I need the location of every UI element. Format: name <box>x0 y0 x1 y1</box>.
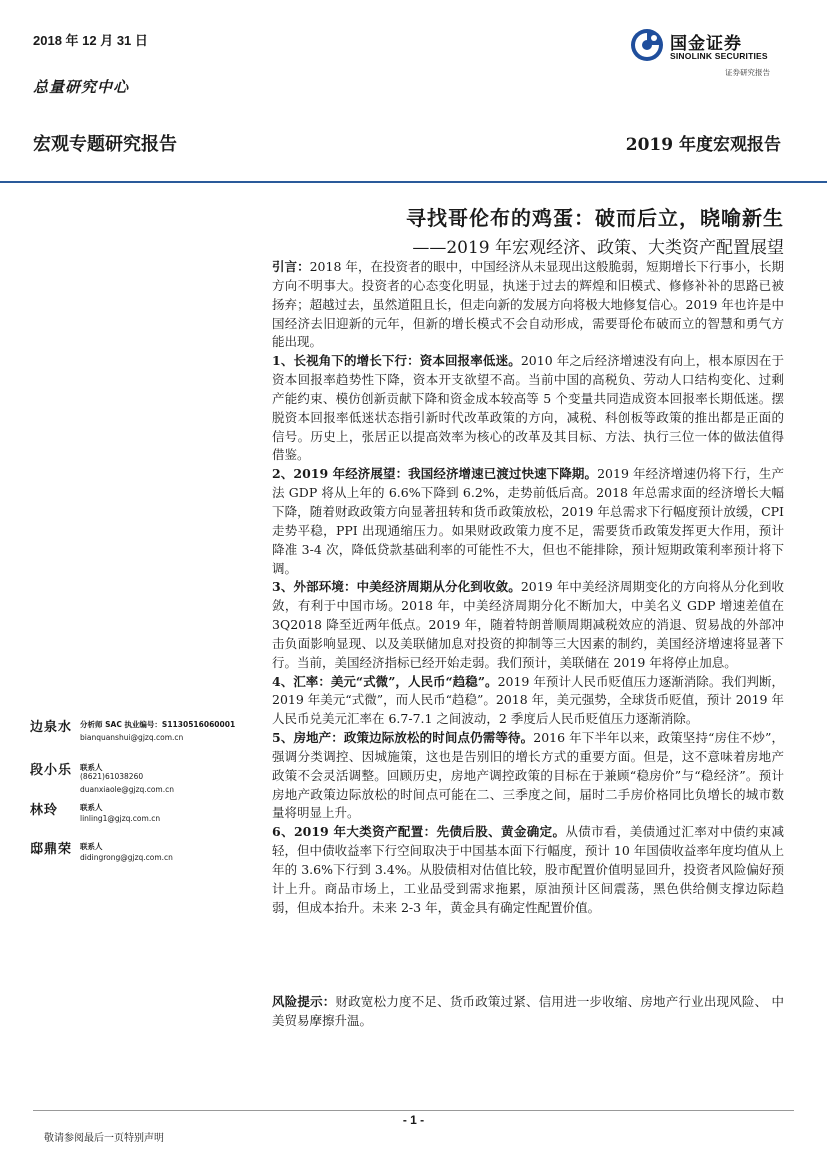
analyst-email[interactable]: duanxiaole@gjzq.com.cn <box>80 785 174 794</box>
risk-warning <box>272 993 784 1031</box>
analyst-role: 分析师 SAC 执业编号：S1130516060001 <box>80 720 236 729</box>
section-3 <box>272 578 784 672</box>
risk-label: 风险提示： <box>272 994 336 1009</box>
analyst-name: 邸鼎荣 <box>30 842 73 857</box>
analyst-role: 联系人 <box>80 803 103 812</box>
section-2 <box>272 465 784 578</box>
department-name: 总量研究中心 <box>33 78 130 96</box>
report-title: 2019 年度宏观报告 <box>625 135 781 155</box>
footer-divider <box>33 1110 794 1111</box>
section-1-heading: 1、长视角下的增长下行：资本回报率低迷。 <box>272 353 521 369</box>
sub-title: ——2019 年宏观经济、政策、大类资产配置展望 <box>412 238 784 258</box>
section-6 <box>272 823 784 917</box>
section-4-text: 2019 年预计人民币贬值压力逐渐消除。我们判断，2019 年美元“式微”，而人民币“趋稳”。2018 年，美元强势，全球货币贬值，预计 2019 年人民币兑美元汇率在 6.7-7.1 之间波动，2 季度后人民币贬值压力逐渐消除。 <box>272 673 784 727</box>
page-number: - 1 - <box>402 1113 425 1127</box>
section-1 <box>272 352 784 465</box>
analyst-role: 联系人 <box>80 842 103 851</box>
section-5-text: 2016 年下半年以来，政策坚持“房住不炒”，强调分类调控、因城施策，这也是告别旧的增长方式的重要方面。但是，这不意味着房地产政策不会灵活调整。回顾历史，房地产调控政策的目标在于兼顾“稳房价”与“稳经济”。预计房地产政策边际放松的时间点可能在二、三季度之间，届时二手房价格同比负增长的城市数量将明显上升。 <box>272 730 784 821</box>
analyst-name: 段小乐 <box>30 763 73 778</box>
logo-subtitle: 证券研究报告 <box>725 68 770 77</box>
analyst-role: 联系人 <box>80 763 103 772</box>
analyst-name: 边泉水 <box>30 720 73 735</box>
main-title: 寻找哥伦布的鸡蛋：破而后立，晓喻新生 <box>406 206 784 230</box>
analyst-name: 林玲 <box>30 803 59 818</box>
report-type: 宏观专题研究报告 <box>33 134 177 154</box>
intro-text: 2018 年，在投资者的眼中，中国经济从未显现出这般脆弱，短期增长下行事小，长期方向不明事大。投资者的心态变化明显，执迷于过去的辉煌和旧模式、修修补补的思路已被扬弃；超越过去，虽然道阻且长，但走向新的发展方向将极大地修复信心。2019 年也许是中国经济去旧迎新的元年，但新的增长模式不会自动形成，需要哥伦布破而立的智慧和勇气方能出现。 <box>272 259 784 350</box>
analyst-email[interactable]: linling1@gjzq.com.cn <box>80 814 161 823</box>
section-3-heading: 3、外部环境：中美经济周期从分化到收敛。 <box>272 579 521 595</box>
sinolink-logo-icon <box>630 28 664 62</box>
section-4 <box>272 673 784 730</box>
risk-text: 财政宽松力度不足、货币政策过紧、信用进一步收缩、房地产行业出现风险、 中美贸易摩擦升温。 <box>272 994 784 1028</box>
logo-english-name: SINOLINK SECURITIES <box>670 51 768 61</box>
report-body <box>272 258 784 918</box>
section-3-text: 2019 年中美经济周期变化的方向将从分化到收敛，有利于中国市场。2018 年，中美经济周期分化不断加大，中美名义 GDP 增速差值在 3Q2018 降至近两年低点。2019 年，随着特朗普顺周期减税效应的消退、贸易战的外部冲击负面影响显现、以及美联储加息对投资的抑制等三大因素的制约，美国经济增速将显著下行。当前，美国经济指标已经开始走弱。我们预计，美联储在 2019 年将停止加息。 <box>272 579 784 670</box>
footer-disclaimer: 敬请参阅最后一页特别声明 <box>44 1133 164 1144</box>
section-6-heading: 6、2019 年大类资产配置：先债后股、黄金确定。 <box>272 824 566 840</box>
intro-paragraph <box>272 258 784 352</box>
report-date: 2018 年 12 月 31 日 <box>33 33 148 48</box>
logo-chinese-name: 国金证券 <box>670 34 742 54</box>
section-2-heading: 2、2019 年经济展望：我国经济增速已渡过快速下降期。 <box>272 466 598 482</box>
section-2-text: 2019 年经济增速仍将下行，生产法 GDP 将从上年的 6.6%下降到 6.2%，走势前低后高。2018 年总需求面的经济增长大幅下降，随着财政政策方向显著扭转和货币政策放松，2019 年总需求下行幅度预计放缓，CPI 走势平稳，PPI 出现通缩压力。如果财政政策力度不足，需要货币政策发挥更大作用，预计降准 3-4 次，降低贷款基础利率的可能性不大，但也不能排除，预计短期政策利率预计将下调。 <box>272 466 784 576</box>
analyst-email[interactable]: didingrong@gjzq.com.cn <box>80 853 173 862</box>
header-divider <box>0 181 827 183</box>
intro-label: 引言： <box>272 259 310 274</box>
section-1-text: 2010 年之后经济增速没有向上，根本原因在于资本回报率趋势性下降，资本开支欲望不高。当前中国的高税负、劳动人口结构变化、过剩产能约束、模仿创新贡献下降和资金成本较高等 5 个变量共同造成资本回报率长期低迷。摆脱资本回报率低迷状态指引新时代改革政策的方向，减税、科创板等政策的推出都是正面的信号。历史上，张居正以提高效率为核心的改革及其目标、方法、执行三位一体的做法值得借鉴。 <box>272 353 784 463</box>
section-6-text: 从债市看，美债通过汇率对中债约束减轻，但中债收益率下行空间取决于中国基本面下行幅度，预计 10 年国债收益率年度均值从上年的 3.6%下行到 3.4%。从股债相对估值比较，股市配置价值明显回升，投资者风险偏好预计上升。商品市场上，工业品受到需求拖累，原油预计区间震荡，黑色供给侧支撑边际趋弱，但成本抬升。未来 2-3 年，黄金具有确定性配置价值。 <box>272 824 784 915</box>
analyst-phone: (8621)61038260 <box>80 772 144 781</box>
section-4-heading: 4、汇率：美元“式微”，人民币“趋稳”。 <box>272 673 498 689</box>
section-5-heading: 5、房地产：政策边际放松的时间点仍需等待。 <box>272 730 534 746</box>
section-5 <box>272 729 784 823</box>
analyst-email[interactable]: bianquanshui@gjzq.com.cn <box>80 733 184 742</box>
